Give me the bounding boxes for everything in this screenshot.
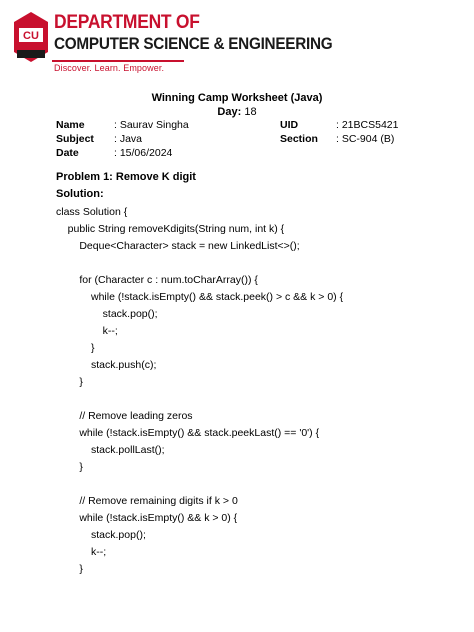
code-line: k--; bbox=[56, 546, 107, 558]
code-line: // Remove leading zeros bbox=[56, 410, 193, 422]
uid-label: UID bbox=[280, 119, 299, 131]
problem-heading: Problem 1: Remove K digit bbox=[56, 171, 196, 183]
code-line: while (!stack.isEmpty() && stack.peek() > c && k > 0) { bbox=[56, 291, 344, 303]
solution-label: Solution: bbox=[56, 188, 104, 200]
code-line: stack.pollLast(); bbox=[56, 444, 165, 456]
header-divider bbox=[52, 60, 184, 62]
code-line: public String removeKdigits(String num, int k) { bbox=[56, 223, 285, 235]
code-line: class Solution { bbox=[56, 206, 128, 218]
name-value: : Saurav Singha bbox=[114, 119, 189, 131]
code-block bbox=[56, 204, 343, 578]
worksheet-day bbox=[0, 106, 474, 118]
worksheet-title: Winning Camp Worksheet (Java) bbox=[151, 92, 323, 104]
code-line: stack.pop(); bbox=[56, 529, 146, 541]
code-line: } bbox=[56, 563, 83, 575]
day-value: 18 bbox=[244, 106, 257, 118]
university-logo bbox=[14, 12, 48, 64]
code-line: } bbox=[56, 342, 95, 354]
code-line bbox=[56, 476, 343, 493]
code-line bbox=[56, 391, 343, 408]
name-label: Name bbox=[56, 119, 85, 131]
code-line: // Remove remaining digits if k > 0 bbox=[56, 495, 238, 507]
code-line: stack.push(c); bbox=[56, 359, 157, 371]
section-label: Section bbox=[280, 133, 318, 145]
subject-label: Subject bbox=[56, 133, 94, 145]
date-label: Date bbox=[56, 147, 79, 159]
date-value: : 15/06/2024 bbox=[114, 147, 173, 159]
code-line: Deque<Character> stack = new LinkedList<>(); bbox=[56, 240, 300, 252]
subject-value: : Java bbox=[114, 133, 143, 145]
department-title-line2: COMPUTER SCIENCE & ENGINEERING bbox=[54, 34, 333, 53]
section-value: : SC-904 (B) bbox=[336, 133, 395, 145]
day-label: Day: bbox=[217, 106, 242, 118]
code-line: for (Character c : num.toCharArray()) { bbox=[56, 274, 258, 286]
tagline: Discover. Learn. Empower. bbox=[54, 63, 165, 73]
code-line: } bbox=[56, 461, 83, 473]
code-line: k--; bbox=[56, 325, 118, 337]
code-line: stack.pop(); bbox=[56, 308, 158, 320]
code-line: while (!stack.isEmpty() && stack.peekLast() == '0') { bbox=[56, 427, 320, 439]
department-title-line1: DEPARTMENT OF bbox=[54, 12, 200, 33]
uid-value: : 21BCS5421 bbox=[336, 119, 399, 131]
code-line bbox=[56, 255, 343, 272]
code-line: } bbox=[56, 376, 83, 388]
logo-text: CU bbox=[23, 30, 39, 42]
code-line: while (!stack.isEmpty() && k > 0) { bbox=[56, 512, 238, 524]
